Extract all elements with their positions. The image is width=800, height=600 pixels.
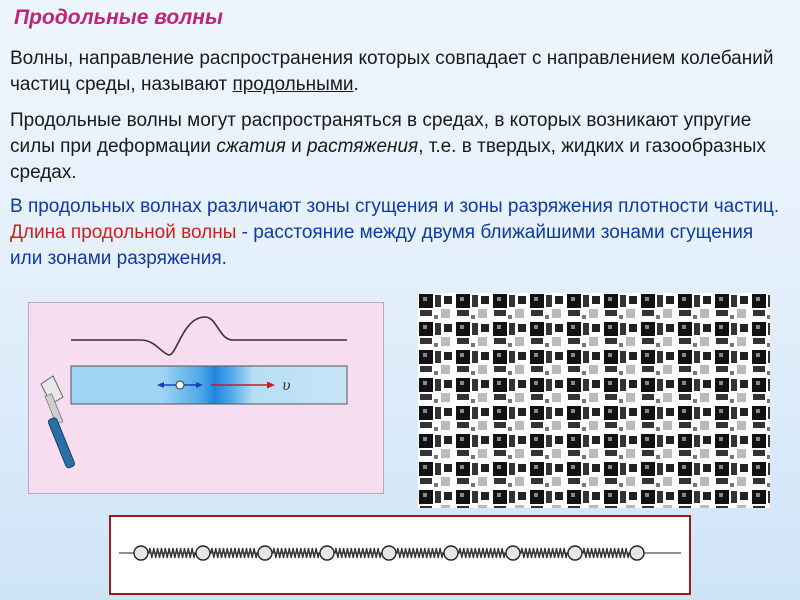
particle-lattice-figure <box>418 293 770 508</box>
hammer-icon <box>41 376 75 469</box>
paragraph-media: Продольные волны могут распространяться в средах, в которых возникают упругие силы при деформации сжатия и растяжения, т.е. в твердых, жидких и газообразных средах. <box>10 110 766 183</box>
term-compression: сжатия <box>216 136 286 157</box>
wavelength-term: Длина продольной волны <box>10 222 237 243</box>
paragraph-zones: В продольных волнах различают зоны сгущения и зоны разряжения плотности частиц. Длина продольной волны - расстояние между двумя ближайшими зонами сгущения или зонами разряжения. <box>10 196 780 269</box>
chain-ball <box>258 546 272 560</box>
pulse-curve <box>71 317 347 355</box>
chain-ball <box>630 546 644 560</box>
chain-ball <box>134 546 148 560</box>
chain-ball <box>196 546 210 560</box>
chain-ball <box>568 546 582 560</box>
tube <box>71 366 347 404</box>
term-tension: растяжения <box>306 136 419 157</box>
chain-ball <box>320 546 334 560</box>
velocity-label: υ <box>282 378 291 394</box>
paragraph-definition: Волны, направление распространения которых совпадает с направлением колебаний частиц среды, называют продольными. <box>10 48 774 95</box>
spring-chain <box>119 546 681 560</box>
term-longitudinal: продольными <box>232 74 354 95</box>
chain-ball <box>444 546 458 560</box>
slide-title: Продольные волны <box>14 6 223 29</box>
pulse-tube-figure <box>28 302 384 494</box>
chain-ball <box>382 546 396 560</box>
chain-ball <box>506 546 520 560</box>
spring-chain-figure <box>109 515 691 595</box>
particle-dot <box>176 381 184 389</box>
particle-lattice <box>418 293 770 508</box>
